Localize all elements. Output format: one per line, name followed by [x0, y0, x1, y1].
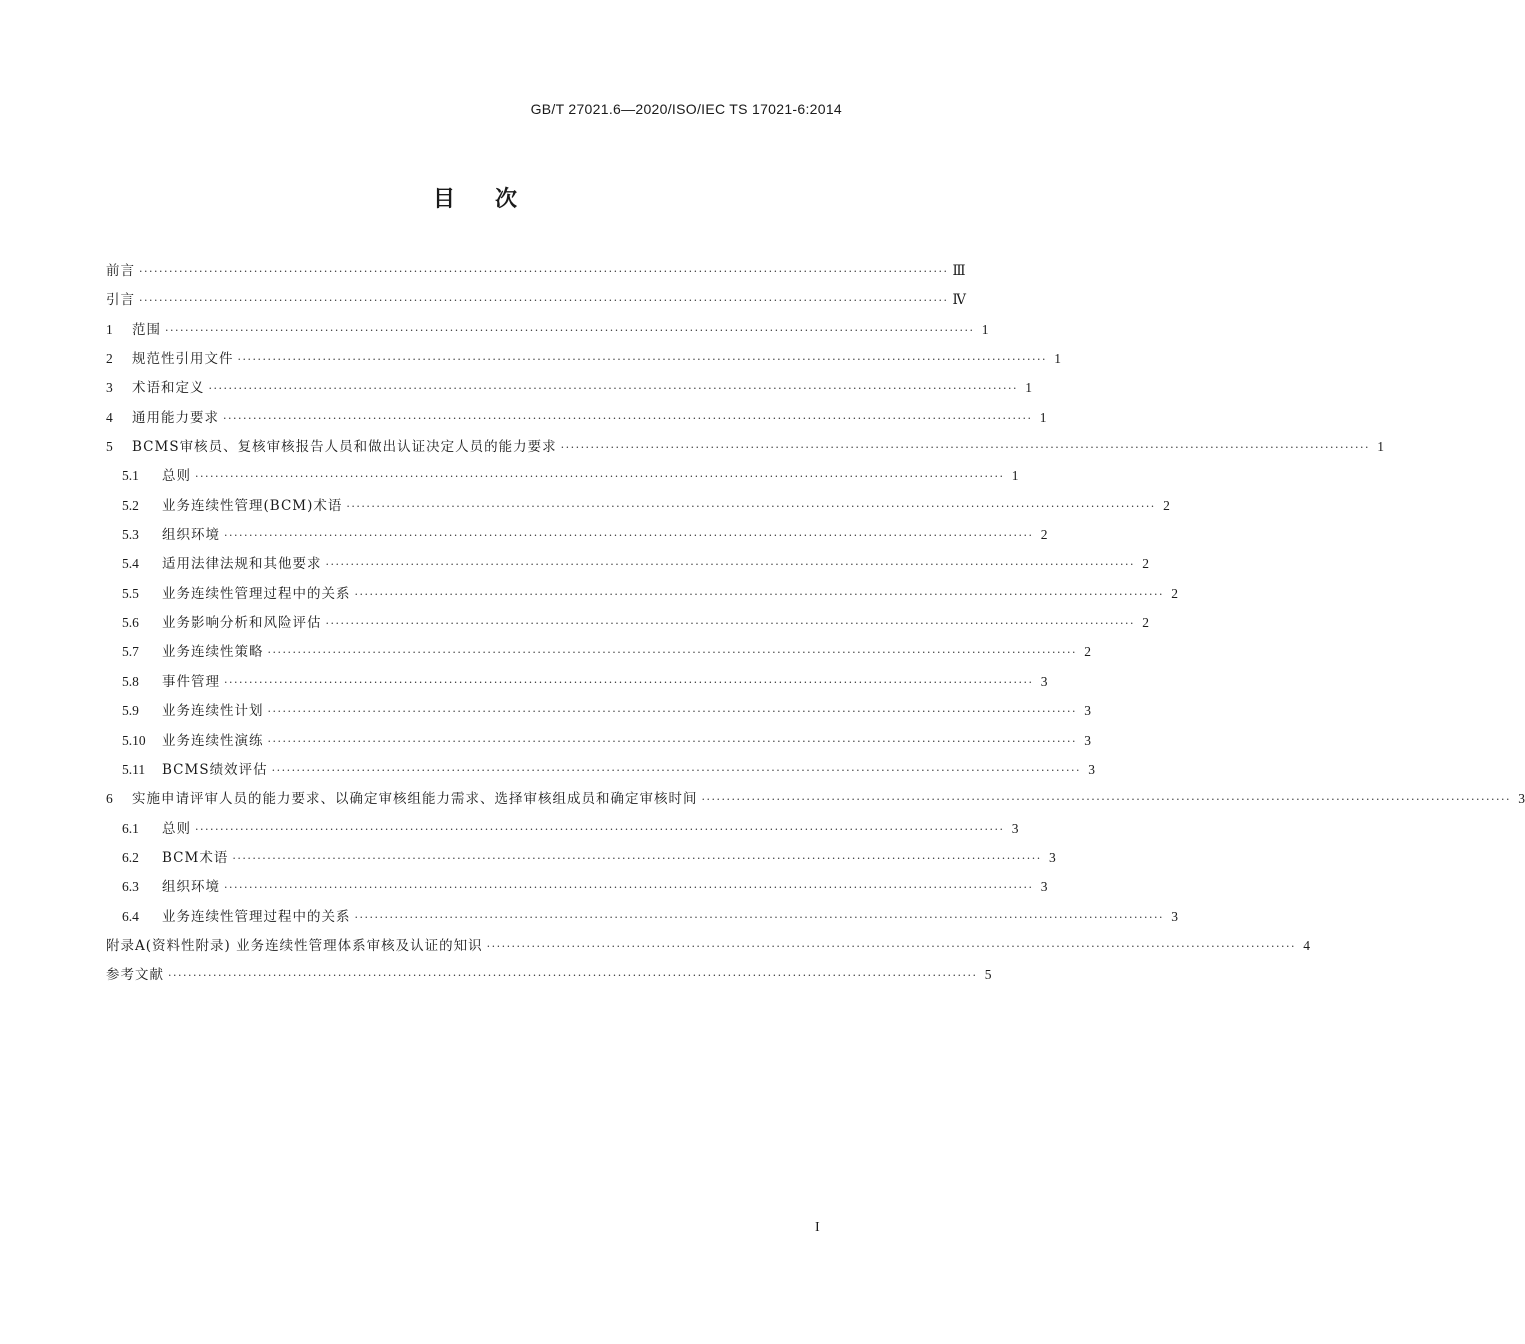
toc-entry-title: 业务连续性计划	[162, 703, 264, 720]
toc-entry-page: 2	[1163, 497, 1170, 513]
toc-entry-page: 1	[1039, 409, 1047, 425]
toc-entry-title: 事件管理	[162, 673, 220, 690]
toc-entry-page: 1	[1054, 351, 1061, 367]
toc-dot-leader	[487, 932, 1296, 961]
toc-entry-number: 3	[106, 380, 113, 396]
toc-entry-title: 范围	[132, 321, 161, 338]
toc-dot-leader	[268, 638, 1077, 667]
toc-entry[interactable]	[106, 579, 1178, 608]
toc-entry[interactable]	[106, 315, 989, 344]
table-of-contents	[106, 256, 1525, 990]
toc-dot-leader	[195, 462, 1004, 491]
toc-entry-page: 1	[1025, 380, 1032, 396]
toc-entry-number: 6.1	[122, 820, 139, 836]
toc-dot-leader	[326, 550, 1135, 579]
toc-entry[interactable]	[106, 784, 1525, 813]
toc-entry-page: 3	[1040, 879, 1048, 895]
toc-dot-leader	[232, 844, 1041, 873]
toc-entry[interactable]	[106, 931, 1311, 960]
toc-entry-page: 2	[1171, 585, 1178, 601]
toc-entry-number: 5.8	[122, 673, 139, 689]
toc-entry[interactable]	[106, 696, 1091, 725]
toc-entry-page: 3	[1171, 908, 1178, 924]
toc-entry[interactable]	[106, 461, 1019, 490]
toc-entry[interactable]	[106, 872, 1048, 901]
toc-entry-title: 业务连续性策略	[162, 644, 264, 661]
toc-dot-leader	[224, 521, 1033, 550]
toc-dot-leader	[168, 961, 977, 990]
toc-entry-page: 1	[1011, 468, 1019, 484]
toc-entry[interactable]	[106, 373, 1032, 402]
toc-entry[interactable]	[106, 608, 1149, 637]
toc-entry-title: 组织环境	[162, 879, 220, 896]
toc-dot-leader	[326, 609, 1135, 638]
toc-entry-number: 5.5	[122, 585, 139, 601]
toc-dot-leader	[561, 433, 1370, 462]
toc-entry-page: 3	[1011, 820, 1019, 836]
toc-entry[interactable]	[106, 549, 1149, 578]
toc-entry[interactable]	[106, 432, 1385, 461]
toc-dot-leader	[195, 815, 1004, 844]
toc-entry[interactable]	[106, 726, 1091, 755]
toc-dot-leader	[702, 785, 1511, 814]
toc-entry-number: 5.7	[122, 644, 139, 660]
toc-entry[interactable]	[106, 755, 1096, 784]
toc-entry-number: 5	[106, 439, 113, 455]
page-number: I	[815, 1220, 820, 1235]
toc-entry-page: 5	[984, 967, 992, 983]
toc-entry-page: 4	[1303, 937, 1311, 953]
toc-entry-page: 1	[1377, 439, 1385, 455]
toc-entry-title: 适用法律法规和其他要求	[162, 556, 322, 573]
toc-entry-title: 通用能力要求	[132, 409, 219, 426]
toc-entry-number: 2	[106, 351, 113, 367]
toc-entry-number: 5.2	[122, 497, 139, 513]
toc-entry-page: Ⅲ	[952, 263, 966, 278]
toc-entry-title: 业务连续性管理过程中的关系	[162, 585, 351, 602]
toc-entry[interactable]	[106, 637, 1091, 666]
toc-entry-page: 2	[1040, 527, 1048, 543]
toc-entry-number: 5.6	[122, 615, 139, 631]
toc-entry-number: 6	[106, 791, 113, 807]
toc-entry[interactable]	[106, 403, 1047, 432]
toc-entry-page: 2	[1084, 644, 1091, 660]
toc-entry-title: 组织环境	[162, 527, 220, 544]
toc-entry-page: 3	[1040, 673, 1048, 689]
toc-entry[interactable]	[106, 256, 966, 285]
toc-entry[interactable]	[106, 285, 966, 314]
toc-entry-number: 5.3	[122, 527, 139, 543]
toc-dot-leader	[268, 727, 1077, 756]
toc-dot-leader	[272, 756, 1081, 785]
toc-entry-title: 总则	[162, 468, 191, 485]
toc-entry-number: 5.10	[122, 732, 146, 748]
toc-entry-title: 引言	[106, 292, 135, 309]
toc-entry-title: 参考文献	[106, 967, 164, 984]
toc-entry-page: 2	[1142, 556, 1149, 572]
toc-entry[interactable]	[106, 814, 1019, 843]
toc-entry-title: 实施申请评审人员的能力要求、以确定审核组能力需求、选择审核组成员和确定审核时间	[132, 791, 698, 808]
toc-dot-leader	[355, 903, 1164, 932]
toc-entry[interactable]	[106, 843, 1056, 872]
toc-dot-leader	[224, 873, 1033, 902]
toc-entry[interactable]	[106, 344, 1061, 373]
toc-entry-page: 3	[1518, 791, 1525, 807]
toc-dot-leader	[268, 697, 1077, 726]
toc-entry-page: 3	[1084, 732, 1091, 748]
toc-entry-title: BCMS绩效评估	[162, 761, 268, 778]
toc-entry-title: 业务连续性演练	[162, 732, 264, 749]
toc-entry-page: 3	[1049, 849, 1056, 865]
toc-entry-title: BCMS审核员、复核审核报告人员和做出认证决定人员的能力要求	[132, 439, 557, 456]
standard-code: GB/T 27021.6—2020/ISO/IEC TS 17021-6:2014	[530, 101, 842, 117]
toc-entry-number: 5.1	[122, 468, 139, 484]
toc-entry-number: 1	[106, 321, 113, 337]
toc-entry-page: 1	[981, 321, 989, 337]
toc-entry-title: 规范性引用文件	[132, 351, 234, 368]
toc-dot-leader	[224, 668, 1033, 697]
toc-entry-page: Ⅳ	[952, 292, 966, 308]
toc-entry-number: 6.4	[122, 908, 139, 924]
page-title: 目次	[432, 187, 557, 212]
toc-entry-title: 前言	[106, 263, 135, 279]
toc-dot-leader	[165, 316, 974, 345]
toc-entry-number: 5.11	[122, 761, 146, 777]
toc-entry-title: 业务连续性管理过程中的关系	[162, 908, 351, 925]
toc-entry-number: 6.2	[122, 849, 139, 865]
toc-dot-leader	[139, 257, 948, 286]
toc-entry-title: 总则	[162, 820, 191, 837]
toc-entry[interactable]	[106, 520, 1048, 549]
toc-entry-page: 3	[1084, 703, 1091, 719]
toc-entry-title: 术语和定义	[132, 380, 205, 397]
toc-entry-number: 5.9	[122, 703, 139, 719]
toc-entry-title: 附录A(资料性附录) 业务连续性管理体系审核及认证的知识	[106, 937, 483, 954]
toc-entry-number: 5.4	[122, 556, 139, 572]
toc-entry[interactable]	[106, 491, 1170, 520]
toc-dot-leader	[238, 345, 1047, 374]
toc-entry-page: 3	[1088, 761, 1096, 777]
toc-dot-leader	[209, 374, 1018, 403]
toc-dot-leader	[139, 286, 948, 315]
toc-entry-title: 业务连续性管理(BCM)术语	[162, 497, 343, 514]
toc-entry[interactable]	[106, 960, 992, 989]
toc-entry-number: 4	[106, 409, 113, 425]
toc-dot-leader	[355, 580, 1164, 609]
toc-dot-leader	[346, 492, 1155, 521]
toc-entry[interactable]	[106, 667, 1048, 696]
toc-entry-title: 业务影响分析和风险评估	[162, 615, 322, 632]
toc-entry-page: 2	[1142, 615, 1149, 631]
toc-entry[interactable]	[106, 902, 1178, 931]
toc-dot-leader	[223, 404, 1032, 433]
toc-entry-number: 6.3	[122, 879, 139, 895]
toc-entry-title: BCM术语	[162, 849, 229, 866]
